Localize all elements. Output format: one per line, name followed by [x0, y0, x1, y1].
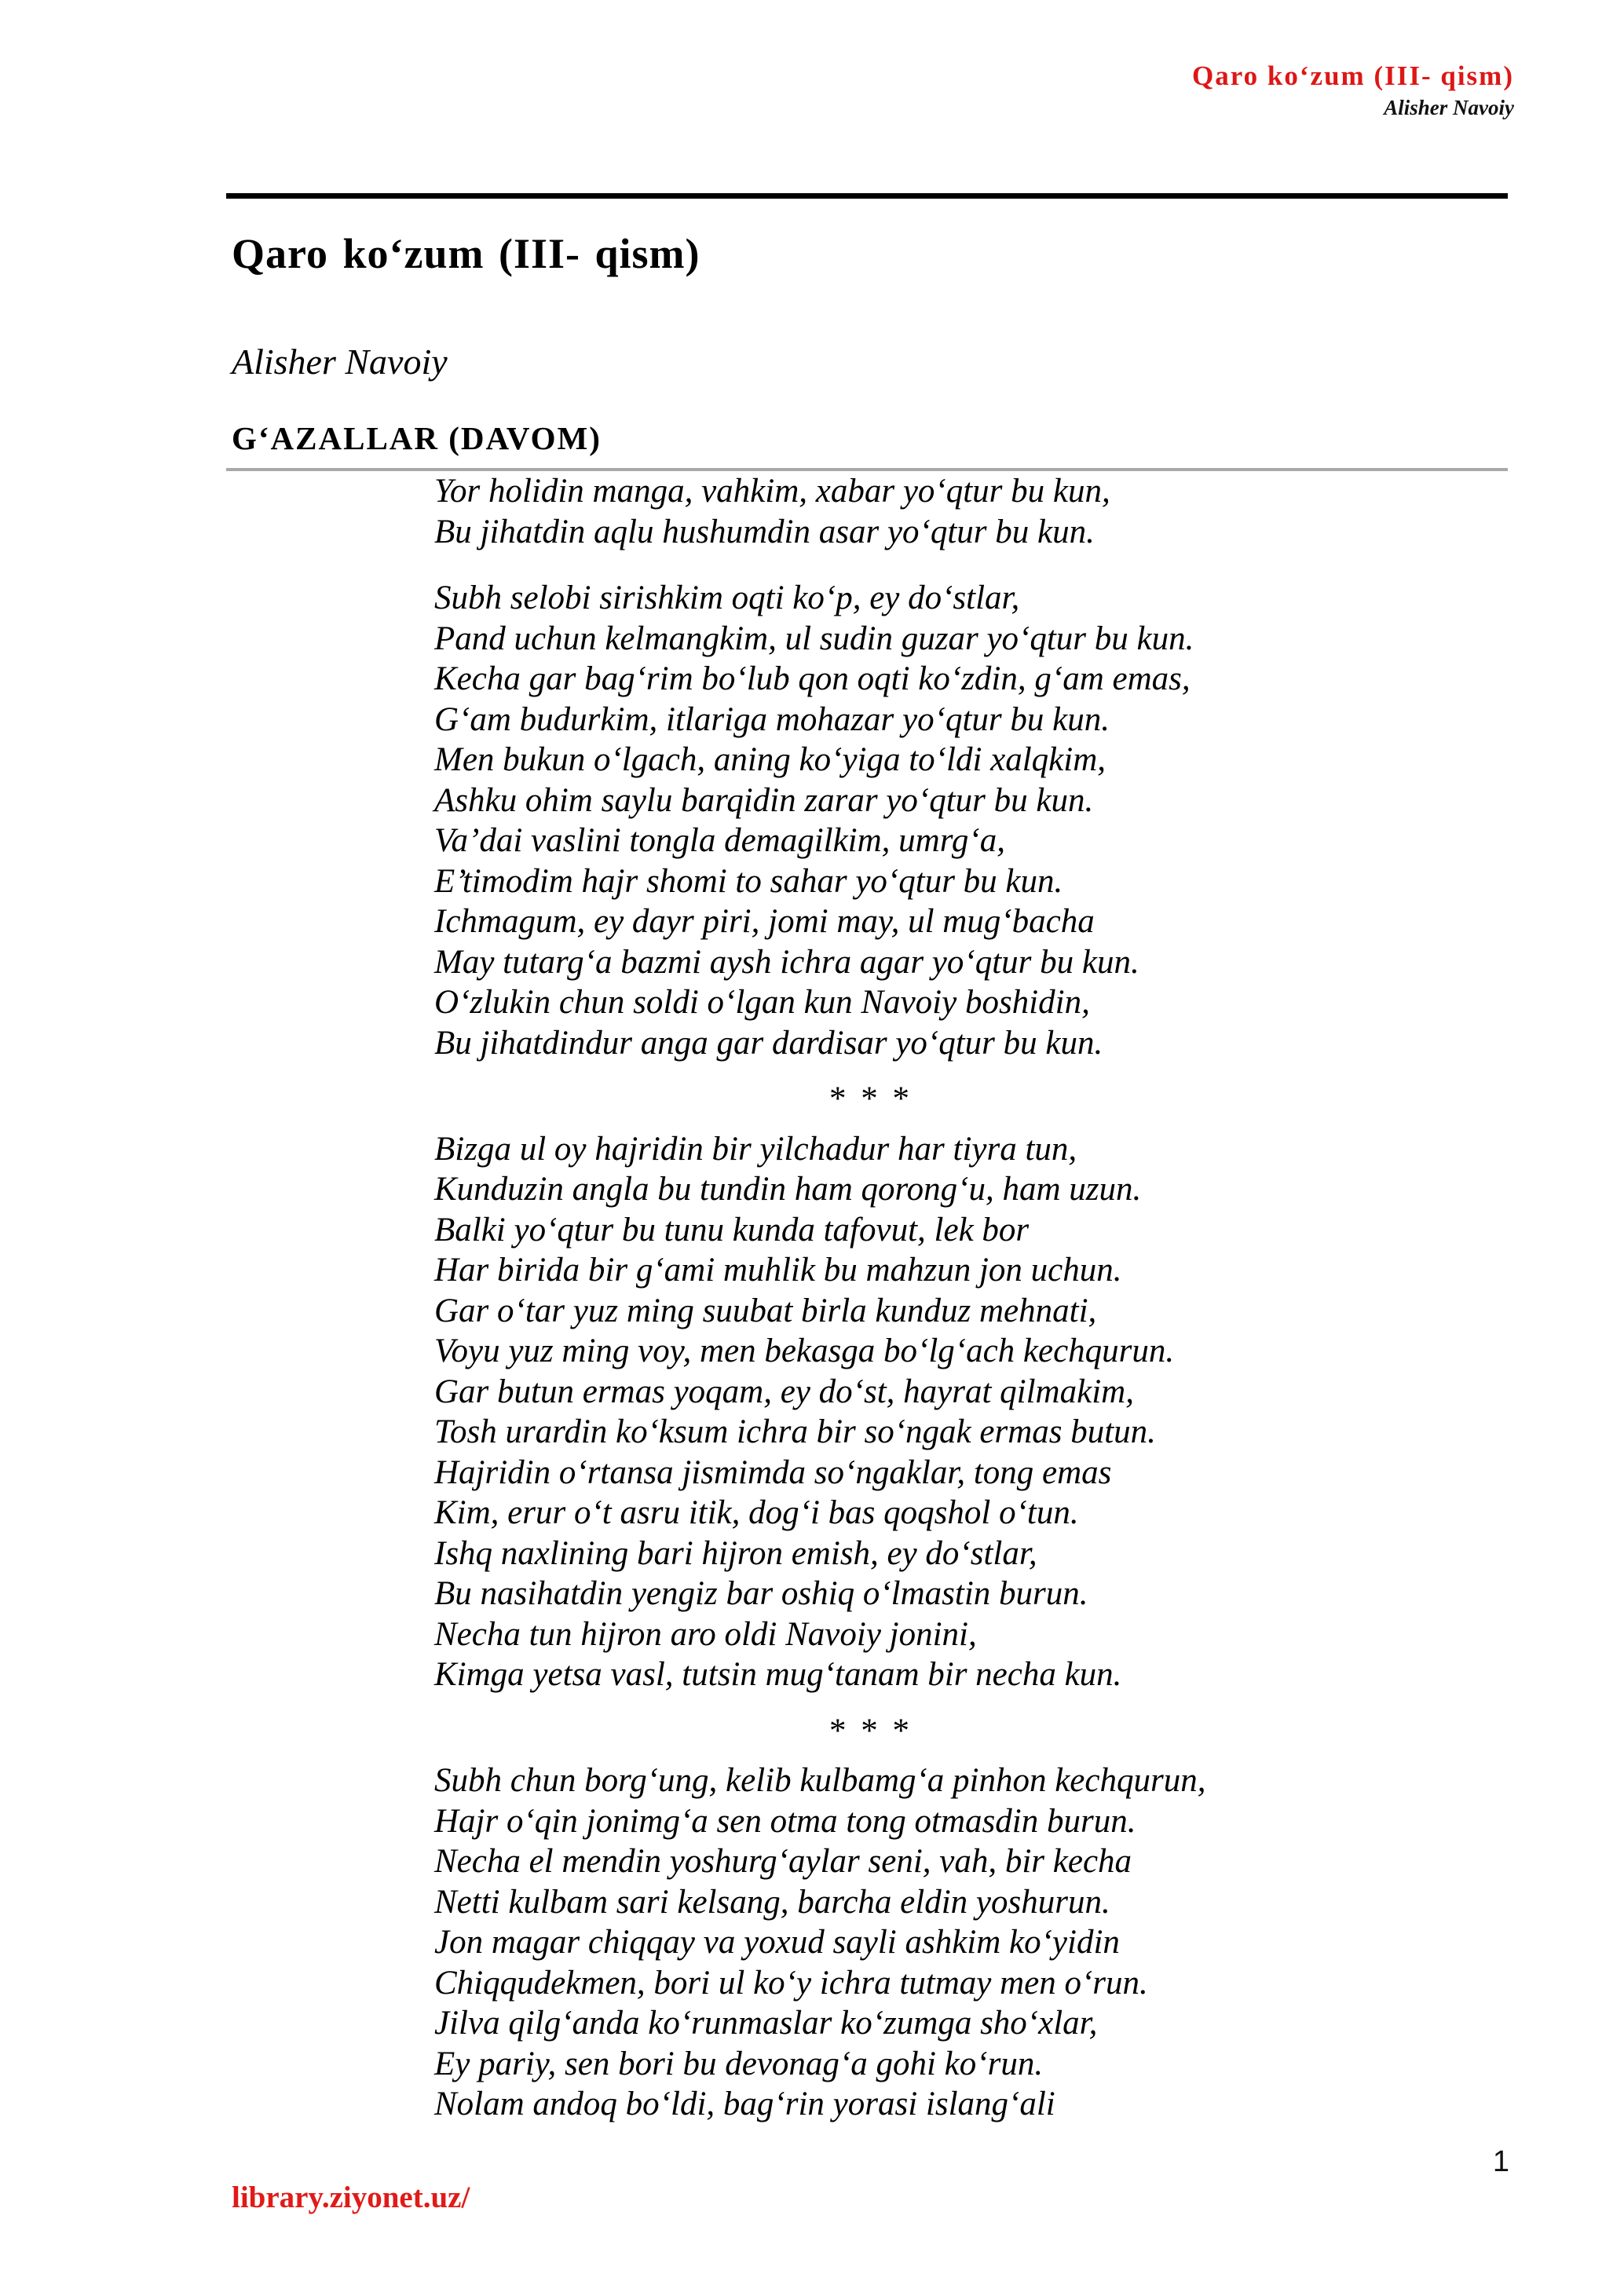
poem-stanza [434, 1129, 1308, 1695]
poem-line: Kecha gar bag‘rim bo‘lub qon oqti ko‘zdin, g‘am emas, [434, 660, 1191, 697]
poem-line: Ey pariy, sen bori bu devonag‘a gohi ko‘run. [434, 2045, 1044, 2082]
poem-line: Bizga ul oy hajridin bir yilchadur har tiyra tun, [434, 1130, 1077, 1168]
poem-line: E’timodim hajr shomi to sahar yo‘qtur bu kun. [434, 862, 1063, 900]
poem-line: Pand uchun kelmangkim, ul sudin guzar yo‘qtur bu kun. [434, 620, 1194, 657]
section-heading: G‘AZALLAR (DAVOM) [232, 420, 602, 456]
poem-line: Kunduzin angla bu tundin ham qorong‘u, ham uzun. [434, 1171, 1142, 1208]
poem-line: Netti kulbam sari kelsang, barcha eldin yoshurun. [434, 1883, 1110, 1921]
poem-stanza [434, 578, 1308, 1063]
poem-line: Chiqqudekmen, bori ul ko‘y ichra tutmay men o‘run. [434, 1964, 1148, 2002]
page-number: 1 [1492, 2145, 1509, 2178]
poem-line: O‘zlukin chun soldi o‘lgan kun Navoiy boshidin, [434, 984, 1090, 1021]
stanza-separator: * * * [829, 1080, 913, 1117]
poem-line: Voyu yuz ming voy, men bekasga bo‘lg‘ach kechqurun. [434, 1333, 1175, 1369]
header-divider-rule [226, 193, 1508, 199]
poem-line: Gar butun ermas yoqam, ey do‘st, hayrat qilmakim, [434, 1373, 1134, 1410]
poem-line: Necha el mendin yoshurg‘aylar seni, vah, bir kecha [434, 1843, 1132, 1880]
poem-line: Men bukun o‘lgach, aning ko‘yiga to‘ldi xalqkim, [434, 741, 1106, 778]
poem-line: Necha tun hijron aro oldi Navoiy jonini, [434, 1615, 977, 1653]
poem-line: Bu jihatdindur anga gar dardisar yo‘qtur bu kun. [434, 1024, 1103, 1062]
poem-line: Kimga yetsa vasl, tutsin mug‘tanam bir necha kun. [434, 1656, 1122, 1693]
poem-stanza [434, 471, 1308, 552]
poem-line: Balki yo‘qtur bu tunu kunda tafovut, lek bor [434, 1211, 1030, 1249]
author-byline: Alisher Navoiy [232, 342, 448, 382]
poem-line: Bu nasihatdin yengiz bar oshiq o‘lmastin burun. [434, 1575, 1088, 1612]
poem-line: Jilva qilg‘anda ko‘runmaslar ko‘zumga sho‘xlar, [434, 2005, 1098, 2042]
poem-line: Ishq naxlining bari hijron emish, ey do‘stlar, [434, 1534, 1037, 1572]
poem-line: Tosh urardin ko‘ksum ichra bir so‘ngak ermas butun. [434, 1413, 1156, 1450]
poem-stanza [434, 1760, 1308, 2125]
poem-line: G‘am budurkim, itlariga mohazar yo‘qtur bu kun. [434, 700, 1110, 738]
poem-line: Jon magar chiqqay va yoxud sayli ashkim ko‘yidin [434, 1924, 1120, 1961]
poem-line: Subh selobi sirishkim oqti ko‘p, ey do‘stlar, [434, 579, 1020, 616]
poem-line: Hajridin o‘rtansa jismimda so‘ngaklar, tong emas [434, 1453, 1112, 1491]
poem-line: Hajr o‘qin jonimg‘a sen otma tong otmasdin burun. [434, 1802, 1136, 1840]
page-title: Qaro ko‘zum (III- qism) [232, 230, 700, 277]
poem-line: Nolam andoq bo‘ldi, bag‘rin yorasi islang‘ali [434, 2086, 1055, 2122]
poem-body [434, 471, 1308, 2125]
footer-source-link[interactable]: library.ziyonet.uz/ [232, 2181, 470, 2214]
header-author: Alisher Navoiy [1384, 96, 1514, 119]
stanza-separator: * * * [829, 1712, 913, 1749]
poem-line: Kim, erur o‘t asru itik, dog‘i bas qoqshol o‘tun. [434, 1494, 1079, 1531]
page-header [1192, 60, 1514, 120]
poem-line: May tutarg‘a bazmi aysh ichra agar yo‘qtur bu kun. [434, 943, 1139, 981]
poem-line: Yor holidin manga, vahkim, xabar yo‘qtur bu kun, [434, 473, 1110, 510]
poem-line: Ichmagum, ey dayr piri, jomi may, ul mug‘bacha [434, 903, 1095, 940]
header-title: Qaro ko‘zum (III- qism) [1192, 60, 1514, 91]
poem-line: Subh chun borg‘ung, kelib kulbamg‘a pinhon kechqurun, [434, 1762, 1206, 1799]
poem-line: Va’dai vaslini tongla demagilkim, umrg‘a, [434, 822, 1005, 859]
poem-line: Bu jihatdin aqlu hushumdin asar yo‘qtur bu kun. [434, 513, 1095, 550]
poem-line: Har birida bir g‘ami muhlik bu mahzun jon uchun. [434, 1252, 1122, 1289]
poem-line: Ashku ohim saylu barqidin zarar yo‘qtur bu kun. [434, 781, 1094, 819]
poem-line: Gar o‘tar yuz ming suubat birla kunduz mehnati, [434, 1292, 1097, 1329]
